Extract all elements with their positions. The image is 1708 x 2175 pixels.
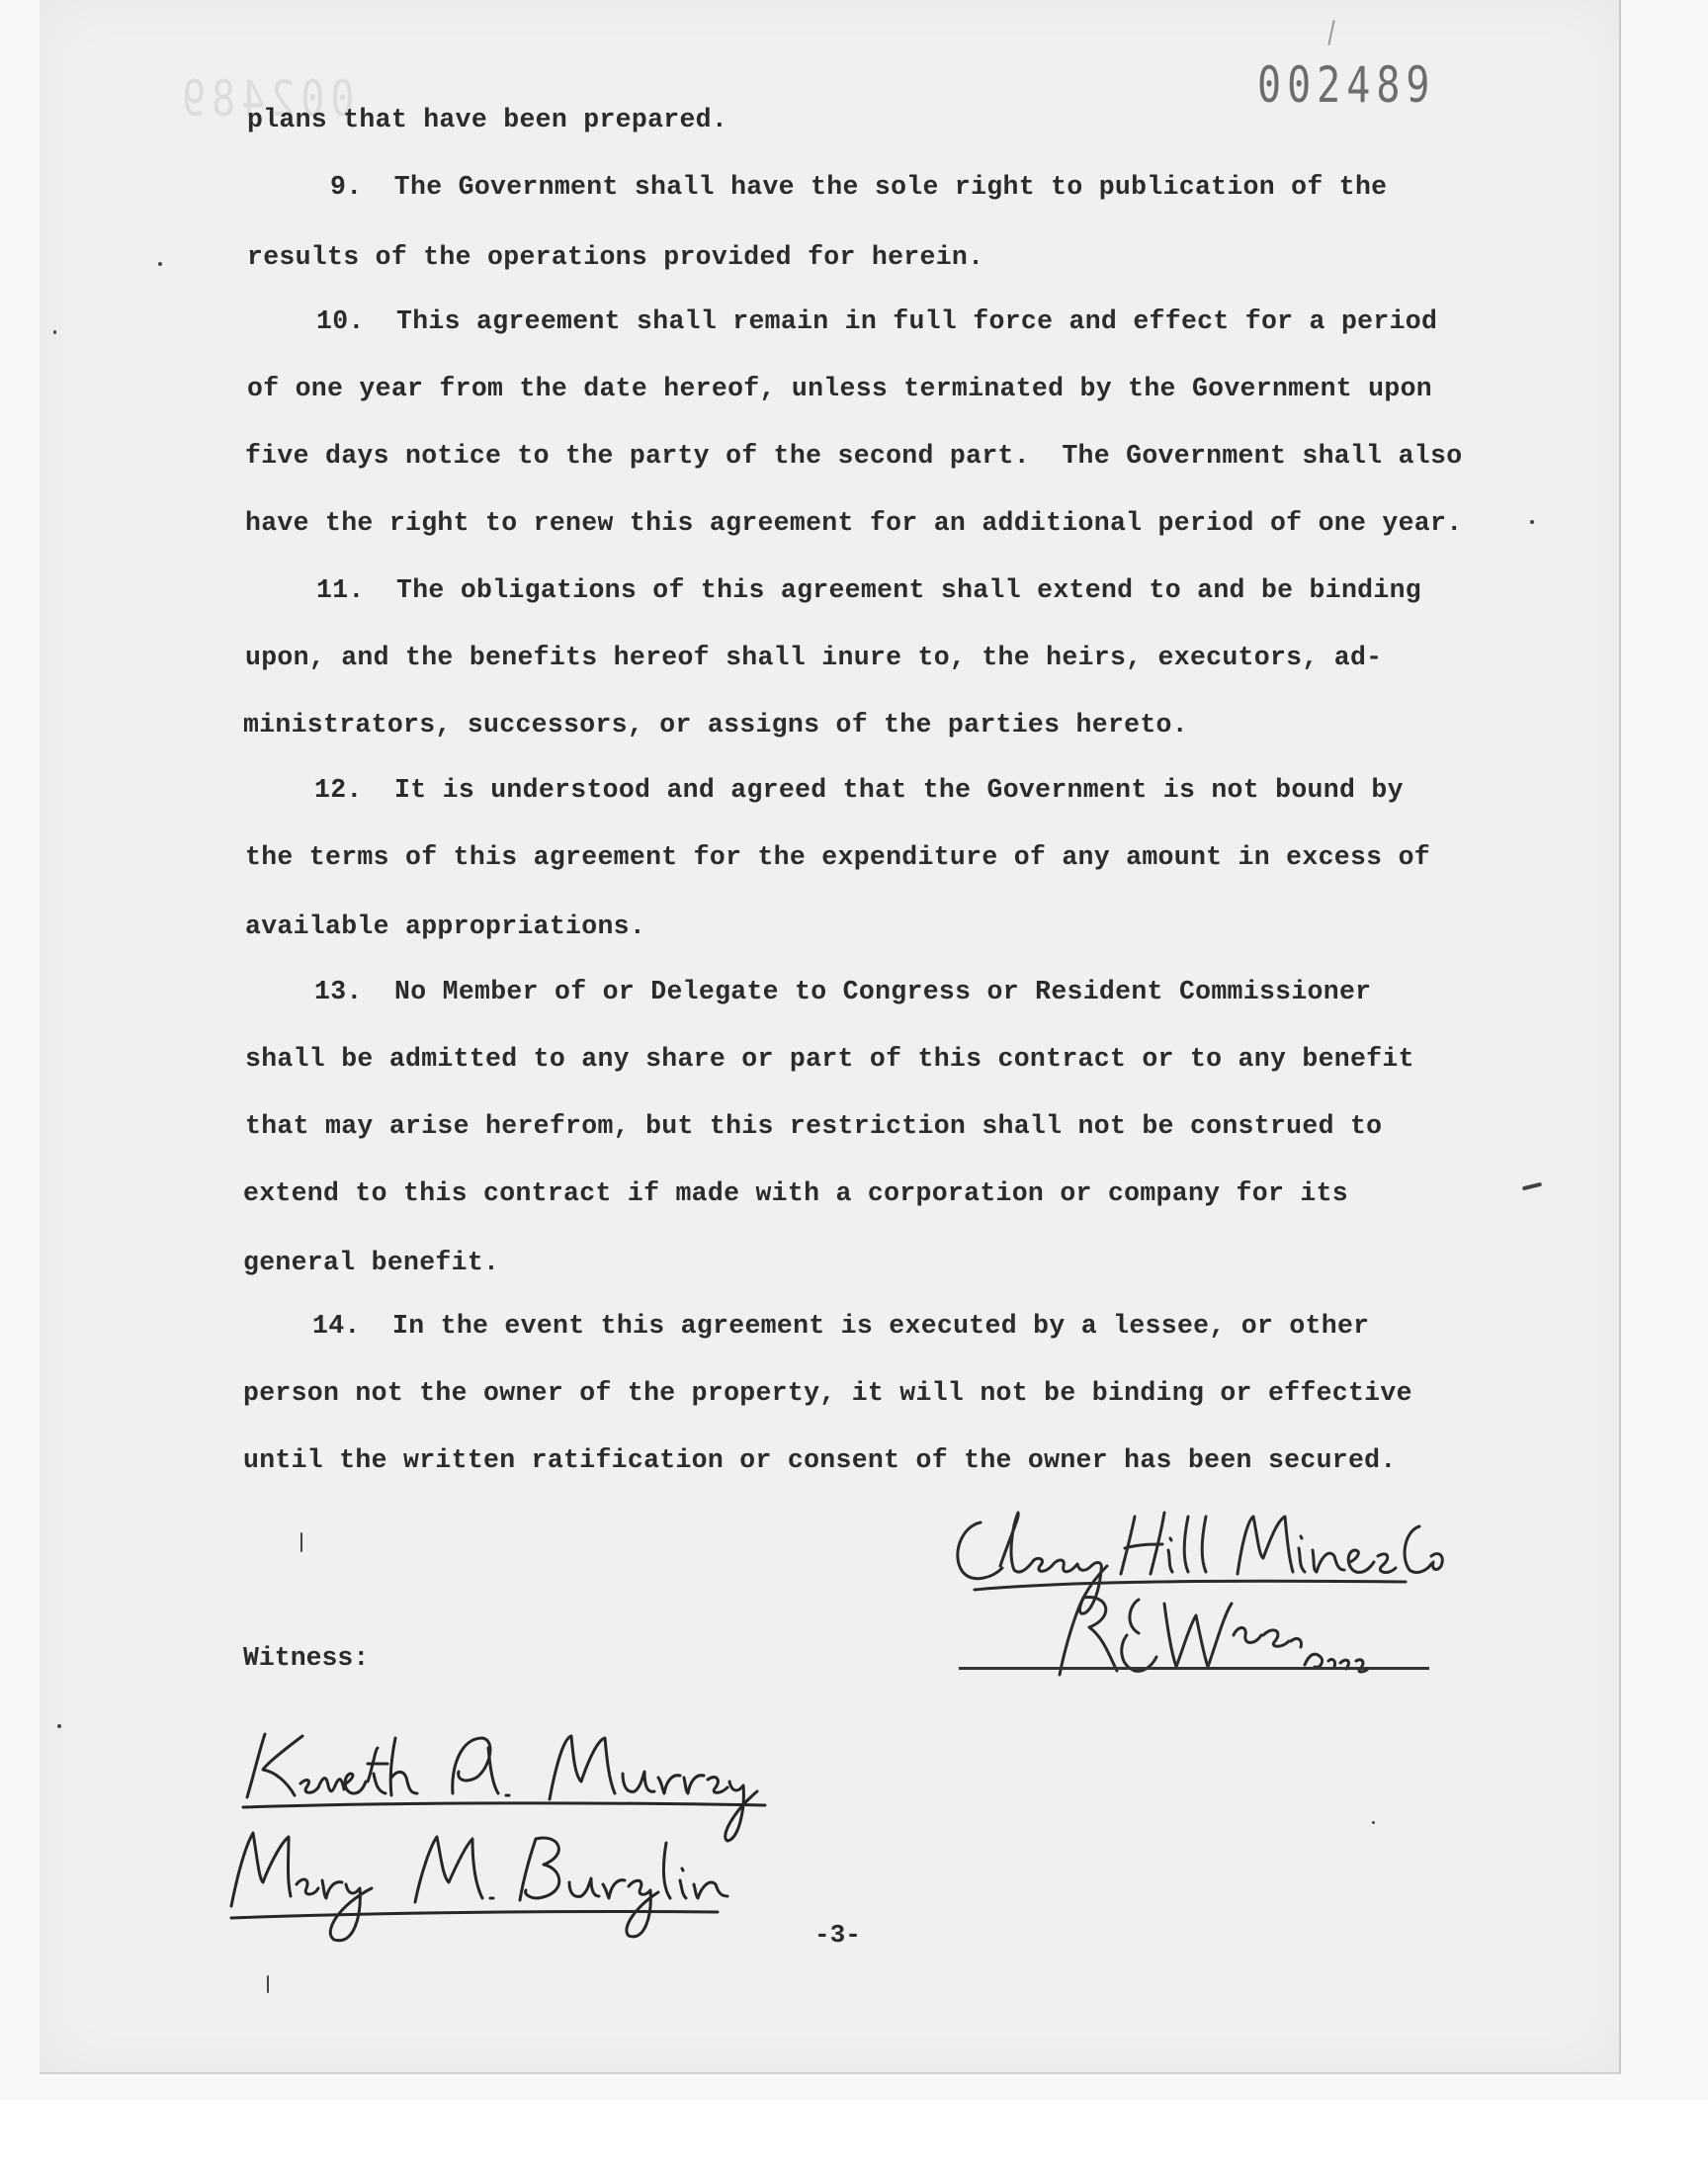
- scan-speck: [1530, 520, 1534, 524]
- scan-speck: [53, 330, 56, 334]
- text-line: 13. No Member of or Delegate to Congress or Resident Commissioner: [314, 977, 1372, 1006]
- text-line: shall be admitted to any share or part of this contract or to any benefit: [245, 1044, 1414, 1074]
- scan-margin: [0, 2100, 1708, 2175]
- text-line: 12. It is understood and agreed that the Government is not bound by: [314, 775, 1404, 805]
- text-line: ministrators, successors, or assigns of the parties hereto.: [243, 710, 1188, 740]
- text-line: results of the operations provided for herein.: [247, 242, 984, 272]
- text-line: general benefit.: [243, 1248, 500, 1277]
- witness-label: Witness:: [243, 1643, 370, 1673]
- witness-signatures: [223, 1708, 836, 1946]
- scan-speck: [267, 1975, 269, 1993]
- text-line: that may arise herefrom, but this restriction shall not be construed to: [245, 1111, 1383, 1141]
- signature-line: [959, 1667, 1429, 1670]
- text-line: 14. In the event this agreement is executed by a lessee, or other: [312, 1311, 1370, 1341]
- text-line: 11. The obligations of this agreement shall extend to and be binding: [316, 575, 1421, 605]
- scan-speck: [158, 262, 162, 266]
- text-line: 10. This agreement shall remain in full force and effect for a period: [316, 306, 1438, 336]
- scan-speck: [1372, 1821, 1375, 1824]
- text-line: until the written ratification or consent of the owner has been secured.: [243, 1445, 1397, 1475]
- text-line: have the right to renew this agreement for an additional period of one year.: [245, 508, 1463, 538]
- bleed-through-stamp: 002489: [176, 71, 355, 129]
- scan-speck: [57, 1724, 61, 1728]
- text-line: extend to this contract if made with a corporation or company for its: [243, 1178, 1348, 1208]
- company-signature: [941, 1487, 1455, 1685]
- scan-speck: [300, 1532, 302, 1552]
- page-number: -3-: [814, 1920, 861, 1950]
- text-line: person not the owner of the property, it will not be binding or effective: [243, 1378, 1412, 1408]
- text-line: 9. The Government shall have the sole right to publication of the: [330, 172, 1388, 202]
- text-line: upon, and the benefits hereof shall inure to, the heirs, executors, ad-: [245, 643, 1383, 672]
- document-stamp-number: 002489: [1257, 57, 1436, 115]
- text-line: plans that have been prepared.: [247, 105, 728, 134]
- text-line: the terms of this agreement for the expenditure of any amount in excess of: [245, 842, 1430, 872]
- text-line: available appropriations.: [245, 912, 646, 941]
- text-line: of one year from the date hereof, unless terminated by the Government upon: [247, 374, 1432, 403]
- text-line: five days notice to the party of the second part. The Government shall also: [245, 441, 1463, 471]
